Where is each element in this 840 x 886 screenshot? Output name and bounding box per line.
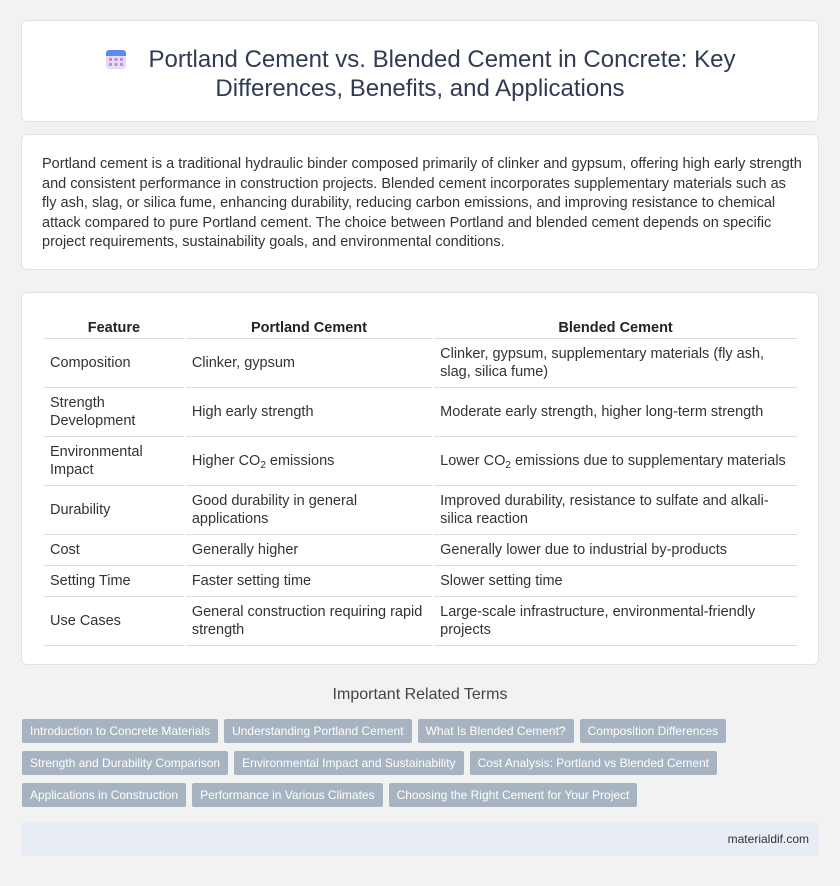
text-part: emissions [265, 453, 335, 469]
intro-paragraph: Portland cement is a traditional hydraulic binder composed primarily of clinker and gypsum, offering high early strength and consistent performance in construction projects. Blended cement incorporates supplementary materials such as fly ash, slag, or silica fume, enhancing durability, reducing carbon emissions, and improving resistance to chemical attack compared to pure Portland cement. The choice between Portland and blended cement depends on specific project requirements, sustainability goals, and environmental conditions. [42, 156, 802, 250]
table-row [44, 566, 797, 597]
related-tag[interactable]: Introduction to Concrete Materials [22, 719, 218, 743]
table-row [44, 535, 797, 566]
table-row [44, 339, 797, 388]
cell-feature: Composition [44, 339, 184, 388]
related-tag[interactable]: Applications in Construction [22, 783, 186, 807]
cell-portland: Good durability in general applications [186, 486, 432, 535]
cell-blended: Generally lower due to industrial by-products [434, 535, 797, 566]
cell-blended: Improved durability, resistance to sulfate and alkali-silica reaction [434, 486, 797, 535]
title-line-1: Portland Cement vs. Blended Cement in Concrete: Key [148, 46, 736, 73]
related-tag[interactable]: Performance in Various Climates [192, 783, 383, 807]
cell-blended: Clinker, gypsum, supplementary materials (fly ash, slag, silica fume) [434, 339, 797, 388]
comparison-table-card [21, 292, 819, 665]
footer [21, 822, 819, 856]
table-row [44, 388, 797, 437]
cell-feature: Cost [44, 535, 184, 566]
cell-feature: Setting Time [44, 566, 184, 597]
cell-portland: Generally higher [186, 535, 432, 566]
cell-blended: Moderate early strength, higher long-term strength [434, 388, 797, 437]
related-terms-title: Important Related Terms [332, 686, 508, 703]
related-tag[interactable]: Cost Analysis: Portland vs Blended Cement [470, 751, 717, 775]
header-portland: Portland Cement [186, 317, 432, 339]
cell-blended [434, 437, 797, 486]
cell-feature: Strength Development [44, 388, 184, 437]
table-row [44, 437, 797, 486]
related-tag[interactable]: Strength and Durability Comparison [22, 751, 228, 775]
cell-feature: Use Cases [44, 597, 184, 646]
related-tag[interactable]: What Is Blended Cement? [418, 719, 574, 743]
text-part: Lower CO [440, 453, 506, 469]
cell-portland: Clinker, gypsum [186, 339, 432, 388]
table-header-row [44, 317, 797, 339]
page-title [22, 45, 818, 103]
cell-blended: Slower setting time [434, 566, 797, 597]
comparison-table [42, 317, 799, 646]
cell-feature: Durability [44, 486, 184, 535]
title-card [21, 20, 819, 122]
cell-blended: Large-scale infrastructure, environmental-friendly projects [434, 597, 797, 646]
related-tag[interactable]: Choosing the Right Cement for Your Project [389, 783, 638, 807]
table-row [44, 486, 797, 535]
title-line-2: Differences, Benefits, and Applications [215, 75, 625, 102]
subscript: 2 [260, 460, 266, 471]
calendar-icon [105, 48, 127, 70]
intro-card [21, 134, 819, 270]
text-part: Higher CO [191, 453, 261, 469]
related-tag[interactable]: Environmental Impact and Sustainability [234, 751, 463, 775]
cell-portland: General construction requiring rapid strength [186, 597, 432, 646]
table-row [44, 597, 797, 646]
header-feature: Feature [44, 317, 184, 339]
subscript: 2 [505, 460, 511, 471]
cell-portland: Faster setting time [186, 566, 432, 597]
cell-feature: Environmental Impact [44, 437, 184, 486]
text-part: emissions due to supplementary materials [510, 453, 786, 469]
related-terms-tags [22, 719, 822, 815]
footer-site-link[interactable]: materialdif.com [727, 832, 809, 846]
related-tag[interactable]: Composition Differences [580, 719, 727, 743]
cell-portland: High early strength [186, 388, 432, 437]
header-blended: Blended Cement [434, 317, 797, 339]
cell-portland [186, 437, 432, 486]
related-tag[interactable]: Understanding Portland Cement [224, 719, 411, 743]
